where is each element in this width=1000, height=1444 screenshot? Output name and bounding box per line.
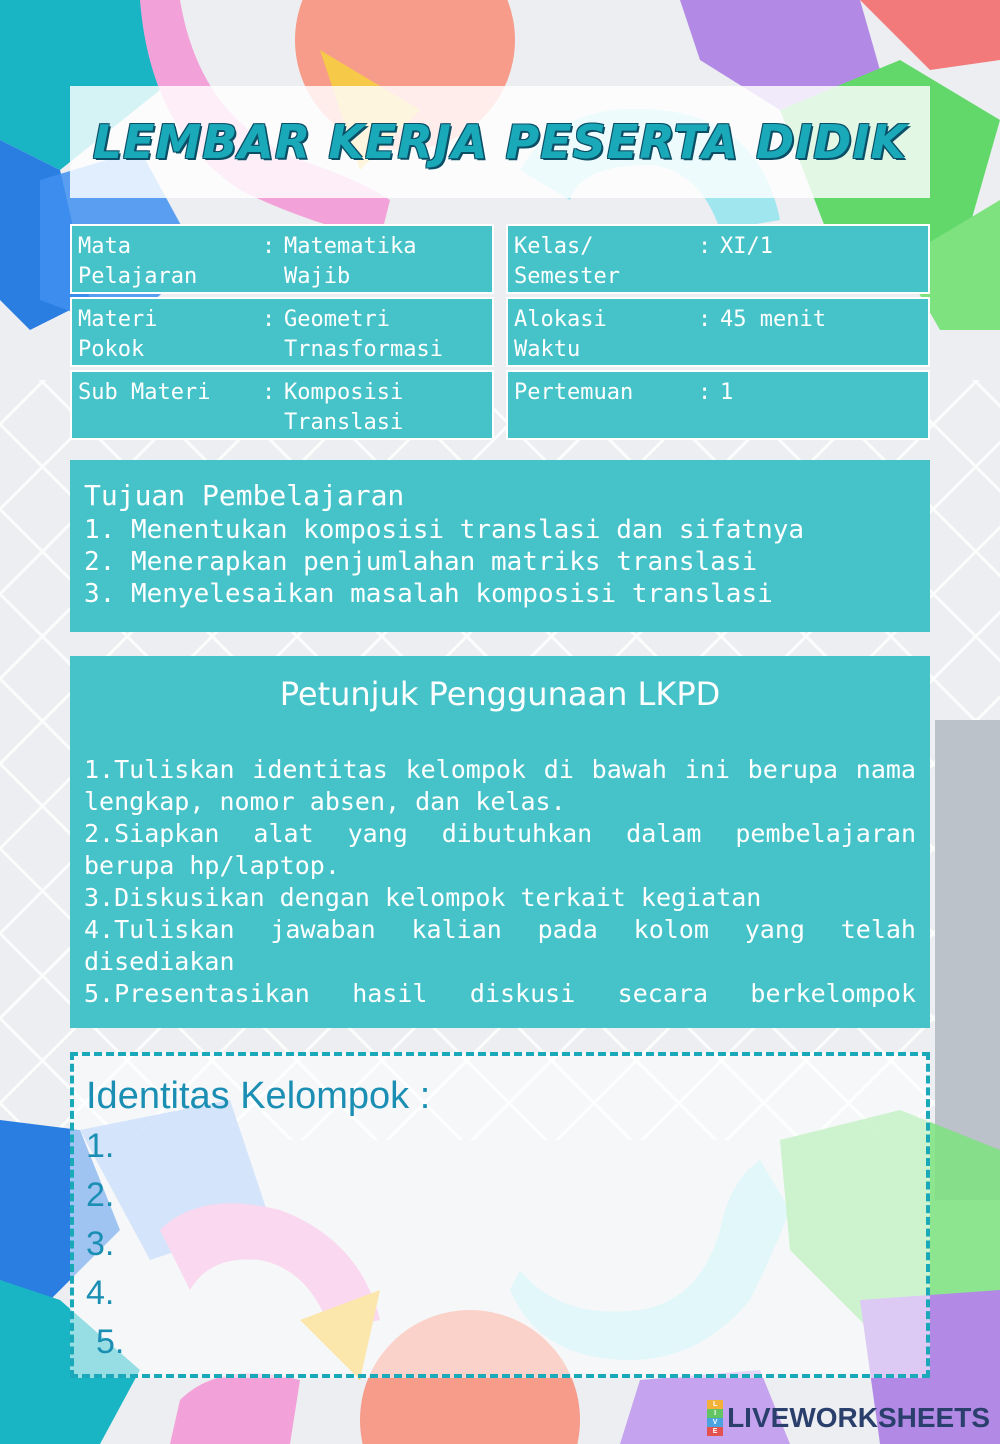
liveworksheets-logo-icon bbox=[707, 1400, 723, 1436]
logo-letter: I bbox=[707, 1409, 723, 1418]
identitas-number: 1. bbox=[86, 1127, 115, 1165]
tujuan-item: 3. Menyelesaikan masalah komposisi translasi bbox=[84, 579, 773, 609]
info-label: Pertemuan bbox=[514, 380, 634, 405]
info-row-mata-pelajaran bbox=[70, 224, 494, 294]
page-title: LEMBAR KERJA PESERTA DIDIK bbox=[92, 115, 908, 169]
tujuan-title: Tujuan Pembelajaran bbox=[84, 479, 405, 512]
watermark-text: LIVEWORKSHEETS bbox=[727, 1402, 990, 1433]
info-value: 1 bbox=[720, 380, 734, 405]
logo-letter: V bbox=[707, 1418, 723, 1427]
info-value: Matematika Wajib bbox=[284, 234, 417, 289]
info-table-left bbox=[70, 224, 494, 443]
info-colon: : bbox=[698, 307, 712, 332]
info-value: 45 menit bbox=[720, 307, 826, 332]
info-colon: : bbox=[698, 234, 712, 259]
identitas-number: 4. bbox=[86, 1274, 115, 1312]
petunjuk-item: 3.Diskusikan dengan kelompok terkait kegiatan bbox=[84, 883, 762, 912]
info-row-pertemuan bbox=[506, 370, 930, 440]
info-row-materi-pokok bbox=[70, 297, 494, 367]
logo-letter: E bbox=[707, 1427, 723, 1436]
info-row-alokasi-waktu bbox=[506, 297, 930, 367]
info-value: XI/1 bbox=[720, 234, 773, 259]
logo-letter: L bbox=[707, 1400, 723, 1409]
info-row-sub-materi bbox=[70, 370, 494, 440]
identitas-number: 3. bbox=[86, 1225, 115, 1263]
info-label: Alokasi Waktu bbox=[514, 307, 607, 362]
identitas-title: Identitas Kelompok : bbox=[86, 1075, 431, 1117]
info-value: Geometri Trnasformasi bbox=[284, 307, 443, 362]
tujuan-section bbox=[70, 460, 930, 632]
tujuan-item: 1. Menentukan komposisi translasi dan sifatnya bbox=[84, 515, 805, 545]
petunjuk-item: 4.Tuliskan jawaban kalian pada kolom yang telah disediakan bbox=[84, 915, 916, 976]
info-table-right bbox=[506, 224, 930, 443]
identitas-number: 5. bbox=[96, 1323, 125, 1361]
tujuan-item: 2. Menerapkan penjumlahan matriks translasi bbox=[84, 547, 758, 577]
identitas-section[interactable] bbox=[70, 1052, 930, 1378]
petunjuk-title: Petunjuk Penggunaan LKPD bbox=[279, 675, 721, 713]
info-colon: : bbox=[262, 234, 276, 259]
petunjuk-item: 5.Presentasikan hasil diskusi secara berkelompok bbox=[84, 979, 916, 1008]
title-banner bbox=[70, 86, 930, 198]
info-colon: : bbox=[698, 380, 712, 405]
info-label: Kelas/ Semester bbox=[514, 234, 620, 289]
info-colon: : bbox=[262, 307, 276, 332]
info-row-kelas-semester bbox=[506, 224, 930, 294]
info-colon: : bbox=[262, 380, 276, 405]
petunjuk-item: 1.Tuliskan identitas kelompok di bawah ini berupa nama lengkap, nomor absen, dan kelas. bbox=[84, 755, 916, 816]
info-label: Mata Pelajaran bbox=[78, 234, 198, 289]
info-label: Sub Materi bbox=[78, 380, 211, 405]
info-value: Komposisi Translasi bbox=[284, 380, 404, 435]
identitas-number: 2. bbox=[86, 1176, 115, 1214]
petunjuk-section bbox=[70, 656, 930, 1028]
info-label: Materi Pokok bbox=[78, 307, 158, 362]
petunjuk-item: 2.Siapkan alat yang dibutuhkan dalam pembelajaran berupa hp/laptop. bbox=[84, 819, 916, 880]
liveworksheets-watermark[interactable] bbox=[707, 1400, 990, 1436]
